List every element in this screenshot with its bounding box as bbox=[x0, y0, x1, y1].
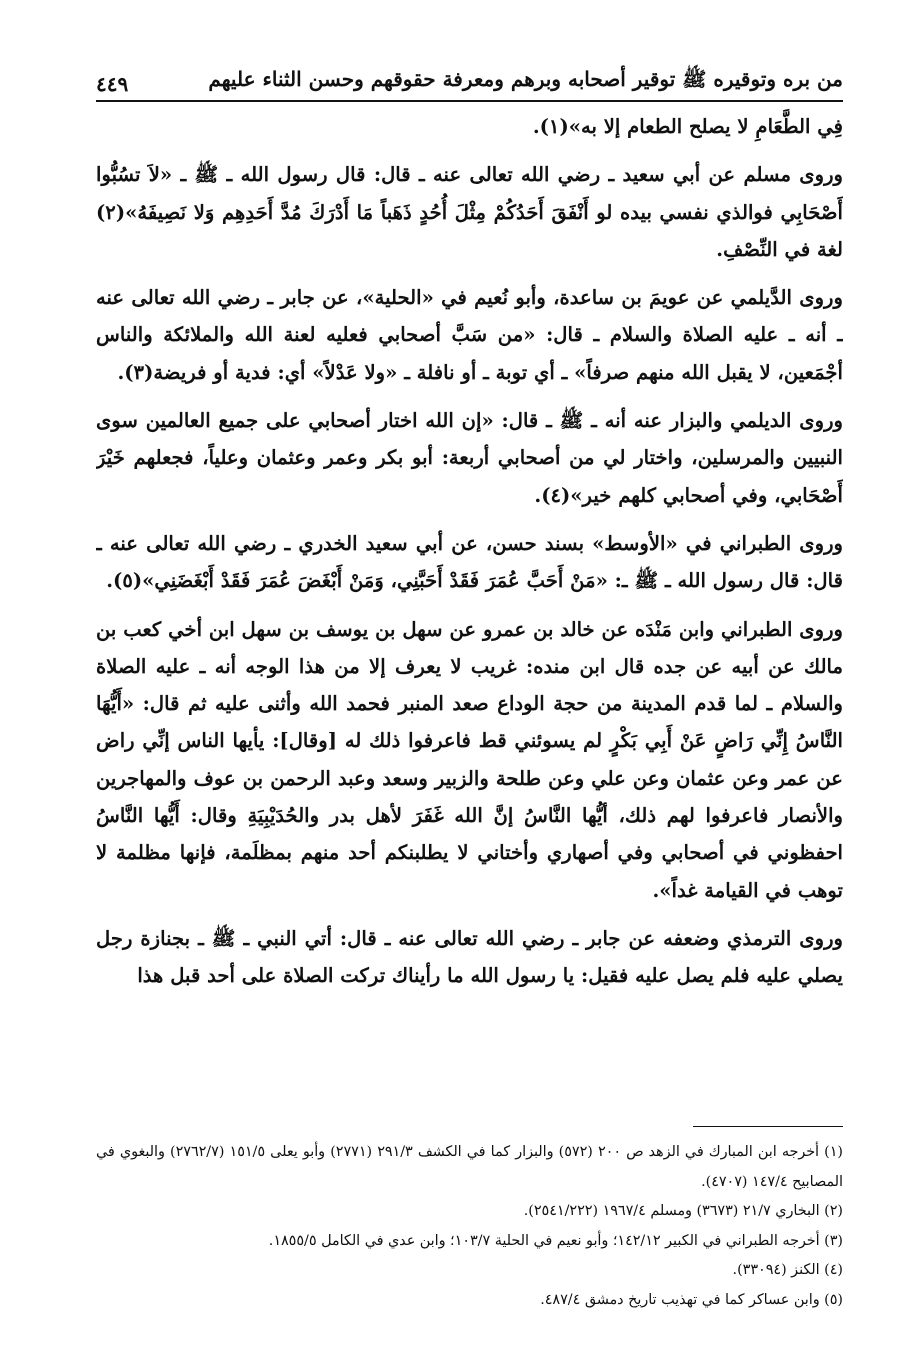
page-number: ٤٤٩ bbox=[96, 72, 129, 96]
running-header bbox=[96, 52, 843, 102]
paragraph-muslim-narration: وروى مسلم عن أبي سعيد ـ رضي الله تعالى عنه ـ قال: قال رسول الله ـ ﷺ ـ «لاَ تسُبُّوا أَصْحَابِي فوالذي نفسي بيده لو أَنْفَقَ أَحَدُكُمْ مِثْلَ أُحُدٍ ذَهَباً مَا أَدْرَكَ مُدَّ أَحَدِهِم وَلا نَصِيفَهُ»(٢) لغة في النِّصْفِ. bbox=[96, 163, 843, 261]
footnote-2: (٢) البخاري ٢١/٧ (٣٦٧٣) ومسلم ١٩٦٧/٤ (٢٥٤١/٢٢٢). bbox=[523, 1203, 843, 1220]
main-text bbox=[96, 108, 843, 1098]
footnote-4: (٤) الكنز (٣٣٠٩٤). bbox=[732, 1262, 843, 1279]
paragraph-tirmidhi-narration: وروى الترمذي وضعفه عن جابر ـ رضي الله تعالى عنه ـ قال: أتي النبي ـ ﷺ ـ بجنازة رجل يصلي عليه فلم يصل عليه فقيل: يا رسول الله ما رأيناك تركت الصلاة على أحد قبل هذا bbox=[96, 926, 843, 988]
paragraph-tabarani-ibn-mandah: وروى الطبراني وابن مَنْدَه عن خالد بن عمرو عن سهل بن يوسف بن سهل ابن أخي كعب بن مالك عن أبيه عن جده قال ابن منده: غريب لا يعرف إلا من هذا الوجه أنه ـ عليه الصلاة والسلام ـ لما قدم المدينة من حجة الوداع صعد المنبر فحمد الله وأثنى عليه ثم قال: «أَيُّهَا النَّاسُ إِنِّي رَاضٍ عَنْ أَبِي بَكْرٍ لم يسوئني قط فاعرفوا ذلك له [وقال]: يأيها الناس إنِّي راض عن عمر وعن عثمان وعن علي وعن طلحة والزبير وسعد وعبد الرحمن بن عوف والمهاجرين والأنصار فاعرفوا لهم ذلك، أيُّها النَّاسُ إنَّ الله غَفَرَ لأهل بدر والحُدَيْبِيَةِ وقال: أَيُّها النَّاسُ احفظوني في أصحابي وفي أصهاري وأختاني لا يطلبنكم أحد منهم بمظلَمة، فإنها مظلمة لا توهب في القيامة غداً». bbox=[96, 617, 843, 902]
paragraph-tabarani-awsat: وروى الطبراني في «الأوسط» بسند حسن، عن أبي سعيد الخدري ـ رضي الله تعالى عنه ـ قال: قال رسول الله ـ ﷺ ـ: «مَنْ أَحَبَّ عُمَرَ فَقَدْ أَحَبَّنِي، وَمَنْ أَبْغَضَ عُمَرَ فَقَدْ أَبْغَضَنِي»(٥). bbox=[96, 531, 843, 593]
paragraph-daylami-narration: وروى الدَّيلمي عن عويمَ بن ساعدة، وأبو نُعيم في «الحلية»، عن جابر ـ رضي الله تعالى عنه ـ أنه ـ عليه الصلاة والسلام ـ قال: «من سَبَّ أصحابي فعليه لعنة الله والملائكة والناس أجْمَعين، لا يقبل الله منهم صرفاً» ـ أي توبة ـ أو نافلة ـ «ولا عَدْلاً» أي: فدية أو فريضة(٣). bbox=[96, 286, 843, 384]
paragraph-continuation: فِي الطَّعَامِ لا يصلح الطعام إلا به»(١). bbox=[532, 115, 843, 138]
footnote-1: (١) أخرجه ابن المبارك في الزهد ص ٢٠٠ (٥٧٢) والبزار كما في الكشف ٢٩١/٣ (٢٧٧١) وأبو يعلى ١٥١/٥ (٢٧٦٢/٧) والبغوي في المصابيح ١٤٧/٤ (٤٧٠٧). bbox=[96, 1144, 843, 1190]
footnotes bbox=[96, 1138, 843, 1348]
footnote-separator bbox=[693, 1126, 843, 1127]
paragraph-bazzar-narration: وروى الديلمي والبزار عنه أنه ـ ﷺ ـ قال: «إن الله اختار أصحابي على جميع العالمين سوى النبيين والمرسلين، واختار لي من أصحابي أربعة: أبو بكر وعمر وعثمان وعلياً، فجعلهم خَيْرَ أَصْحَابي، وفي أصحابي كلهم خير»(٤). bbox=[96, 409, 843, 507]
footnote-5: (٥) وابن عساكر كما في تهذيب تاريخ دمشق ٤٨٧/٤. bbox=[540, 1291, 843, 1308]
footnote-3: (٣) أخرجه الطبراني في الكبير ١٤٢/١٢؛ وأبو نعيم في الحلية ١٠٣/٧؛ وابن عدي في الكامل ١٨٥٥/٥. bbox=[268, 1232, 843, 1249]
running-title: من بره وتوقيره ﷺ توقير أصحابه وبرهم ومعرفة حقوقهم وحسن الثناء عليهم bbox=[208, 67, 843, 91]
